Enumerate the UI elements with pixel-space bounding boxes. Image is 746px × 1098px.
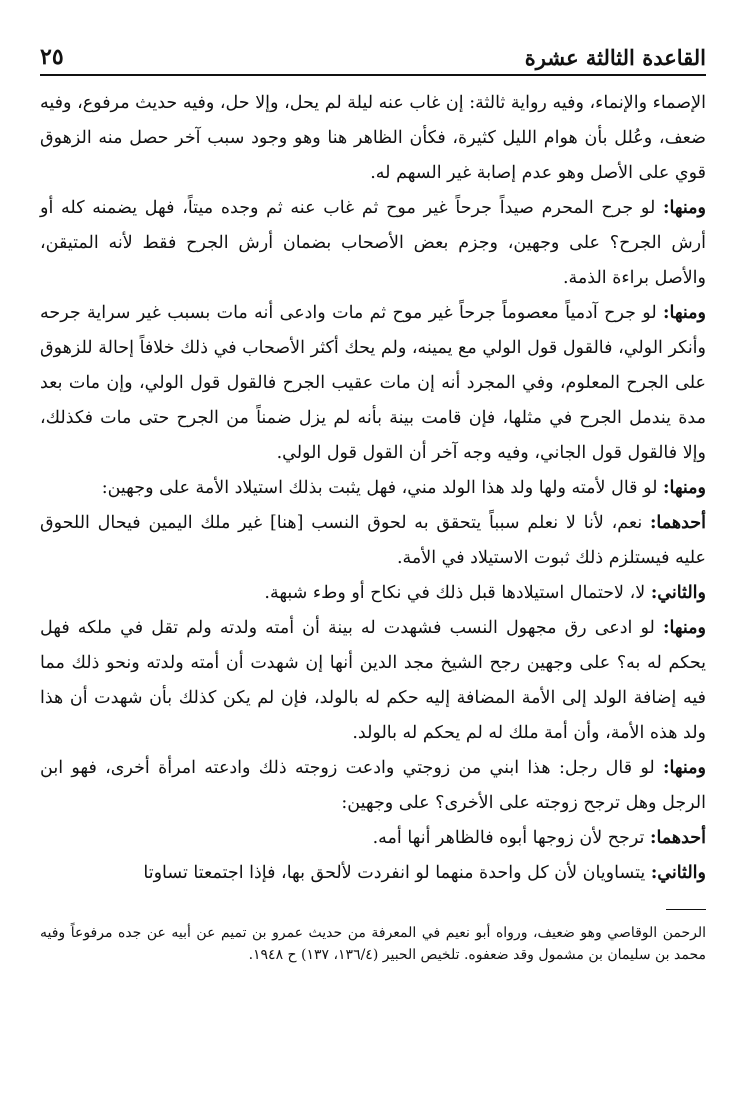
paragraph bbox=[40, 856, 706, 891]
running-title: القاعدة الثالثة عشرة bbox=[524, 45, 706, 70]
footnote-divider bbox=[666, 909, 706, 910]
paragraph bbox=[40, 611, 706, 751]
paragraph-text: نعم، لأنا لا نعلم سبباً يتحقق به لحوق النسب [هنا] غير ملك اليمين فيحال اللحوق عليه فيستلزم ذلك ثبوت الاستيلاد في الأمة. bbox=[40, 513, 706, 568]
paragraph-text: لو جرح المحرم صيداً جرحاً غير موح ثم غاب عنه ثم وجده ميتاً، فهل يضمنه كله أو أرش الجرح؟ على وجهين، وجزم بعض الأصحاب بضمان أرش الجرح فقط لأنه المتيقن، والأصل براءة الذمة. bbox=[40, 198, 706, 288]
paragraph bbox=[40, 821, 706, 856]
paragraph-lead: أحدهما: bbox=[649, 828, 706, 848]
paragraph-lead: أحدهما: bbox=[649, 513, 706, 533]
paragraph bbox=[40, 471, 706, 506]
paragraph bbox=[40, 296, 706, 471]
paragraph bbox=[40, 191, 706, 296]
paragraph bbox=[40, 576, 706, 611]
paragraph bbox=[40, 751, 706, 821]
paragraph-text: يتساويان لأن كل واحدة منهما لو انفردت لألحق بها، فإذا اجتمعتا تساوتا bbox=[143, 863, 646, 883]
paragraph-text: ترجح لأن زوجها أبوه فالظاهر أنها أمه. bbox=[372, 828, 645, 848]
paragraph-text: لو جرح آدمياً معصوماً جرحاً غير موح ثم مات وادعى أنه مات بسبب غير سراية جرحه وأنكر الولي، فالقول قول الولي مع يمينه، ولم يحك أكثر الأصحاب في ذلك خلافاً إحالة للزهوق على الجرح المعلوم، وفي المجرد أنه إن مات عقيب الجرح فالقول قول الولي، وإن مات بعد مدة يندمل الجرح في مثلها، فإن قامت بينة بأنه لم يزل ضمناً من الجرح حتى مات فكذلك، وإلا فالقول قول الجاني، وفيه وجه آخر أن القول قول الولي. bbox=[40, 303, 706, 463]
paragraph-lead: ومنها: bbox=[663, 478, 706, 498]
paragraph-lead: ومنها: bbox=[663, 758, 706, 778]
page-header bbox=[40, 30, 706, 76]
page-number: ٢٥ bbox=[40, 44, 64, 70]
paragraph bbox=[40, 506, 706, 576]
paragraph-text: لا، لاحتمال استيلادها قبل ذلك في نكاح أو وطء شبهة. bbox=[264, 583, 646, 603]
paragraph-lead: والثاني: bbox=[650, 863, 706, 883]
paragraph-lead: ومنها: bbox=[663, 303, 706, 323]
paragraph-lead: والثاني: bbox=[650, 583, 706, 603]
paragraph-text: لو ادعى رق مجهول النسب فشهدت له بينة أن أمته ولدته ولم تقل في ملكه فهل يحكم له به؟ على وجهين رجح الشيخ مجد الدين أنها إن شهدت أن أمته ولدته ونحو ذلك مما فيه إضافة الولد إلى الأمة المضافة إليه حكم له بالولد، فإن لم يكن كذلك بأن شهدت أن هذا ولد هذه الأمة، وأن أمة ملك له لم يحكم له بالولد. bbox=[40, 618, 706, 743]
paragraph-lead: ومنها: bbox=[663, 198, 706, 218]
paragraph bbox=[40, 86, 706, 191]
paragraph-text: لو قال لأمته ولها ولد هذا الولد مني، فهل يثبت بذلك استيلاد الأمة على وجهين: bbox=[101, 478, 658, 498]
paragraph-text: الإصماء والإنماء، وفيه رواية ثالثة: إن غاب عنه ليلة لم يحل، وإلا حل، وفيه حديث مرفوع، وفيه ضعف، وعُلل بأن هوام الليل كثيرة، فكأن الظاهر هنا وهو وجود سبب آخر حصل منه الزهوق قوي على الأصل وهو عدم إصابة غير السهم له. bbox=[40, 93, 706, 183]
paragraph-text: لو قال رجل: هذا ابني من زوجتي وادعت زوجته ذلك وادعته امرأة أخرى، فهو ابن الرجل وهل ترجح زوجته على الأخرى؟ على وجهين: bbox=[40, 758, 706, 813]
paragraph-lead: ومنها: bbox=[663, 618, 706, 638]
body-text bbox=[40, 86, 706, 891]
footnote: الرحمن الوقاصي وهو ضعيف، ورواه أبو نعيم في المعرفة من حديث عمرو بن تميم عن أبيه عن جده مرفوعاً وفيه محمد بن سليمان بن مشمول وقد ضعفوه. تلخيص الحبير (١٣٦/٤، ١٣٧) ح ١٩٤٨. bbox=[40, 925, 706, 963]
